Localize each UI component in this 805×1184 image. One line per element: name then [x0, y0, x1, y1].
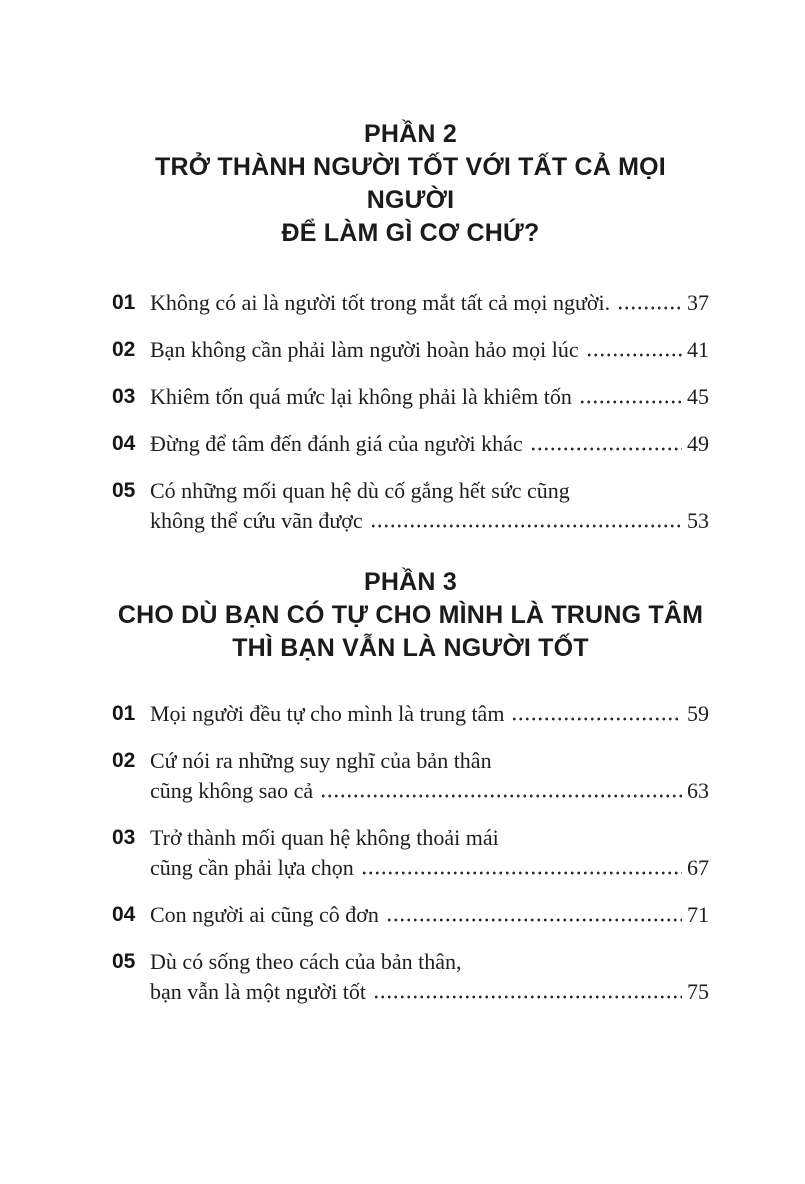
entry-page: 67	[687, 855, 709, 880]
part-title	[112, 151, 709, 250]
entry-number: 03	[112, 385, 136, 408]
toc-entry	[112, 746, 709, 806]
toc-entry	[112, 382, 709, 412]
toc-entry	[112, 335, 709, 365]
entry-first-line: Trở thành mối quan hệ không thoải mái	[150, 825, 499, 850]
entry-list	[112, 699, 709, 1007]
dot-leader	[579, 400, 682, 404]
entry-number: 05	[112, 950, 136, 973]
entry-last-line	[150, 335, 709, 365]
part-title-line: ĐỂ LÀM GÌ CƠ CHỨ?	[281, 219, 540, 247]
entry-body	[150, 429, 709, 459]
entry-body	[150, 699, 709, 729]
entry-last-line	[150, 506, 709, 536]
entry-last-line	[150, 853, 709, 883]
dot-leader	[530, 447, 682, 451]
entry-body	[150, 900, 709, 930]
entry-number: 04	[112, 432, 136, 455]
dot-leader	[370, 524, 682, 528]
toc-entry	[112, 947, 709, 1007]
toc-section	[112, 566, 709, 1007]
entry-text: Mọi người đều tự cho mình là trung tâm	[150, 701, 505, 726]
entry-page: 59	[687, 701, 709, 726]
toc-entry	[112, 288, 709, 318]
dot-leader	[617, 306, 682, 310]
part-title-line: TRỞ THÀNH NGƯỜI TỐT VỚI TẤT CẢ MỌI NGƯỜI	[155, 153, 666, 214]
entry-last-line	[150, 382, 709, 412]
entry-text: không thể cứu vãn được	[150, 508, 363, 533]
entry-number: 02	[112, 338, 136, 361]
part-title	[112, 599, 709, 665]
entry-first-line: Dù có sống theo cách của bản thân,	[150, 949, 462, 974]
entry-first-line: Có những mối quan hệ dù cố gắng hết sức cũng	[150, 478, 570, 503]
part-header	[112, 566, 709, 665]
entry-number: 05	[112, 479, 136, 502]
entry-text: Không có ai là người tốt trong mắt tất cả mọi người.	[150, 290, 611, 315]
entry-page: 53	[687, 508, 709, 533]
entry-number: 02	[112, 749, 136, 772]
entry-text: Bạn không cần phải làm người hoàn hảo mọi lúc	[150, 337, 579, 362]
toc-entry	[112, 900, 709, 930]
entry-last-line	[150, 977, 709, 1007]
entry-body	[150, 476, 709, 536]
toc-entry	[112, 699, 709, 729]
dot-leader	[320, 794, 682, 798]
entry-body	[150, 823, 709, 883]
entry-number: 01	[112, 702, 136, 725]
part-header	[112, 118, 709, 250]
part-label: PHẦN 3	[364, 568, 457, 596]
entry-last-line	[150, 776, 709, 806]
entry-body	[150, 746, 709, 806]
entry-number: 03	[112, 826, 136, 849]
dot-leader	[386, 918, 682, 922]
dot-leader	[511, 717, 682, 721]
entry-text: Đừng để tâm đến đánh giá của người khác	[150, 431, 523, 456]
entry-page: 41	[687, 337, 709, 362]
entry-text: Con người ai cũng cô đơn	[150, 902, 379, 927]
part-title-line: CHO DÙ BẠN CÓ TỰ CHO MÌNH LÀ TRUNG TÂM	[117, 601, 704, 629]
part-title-line: THÌ BẠN VẪN LÀ NGƯỜI TỐT	[232, 634, 589, 662]
entry-last-line	[150, 288, 709, 318]
entry-text: bạn vẫn là một người tốt	[150, 979, 367, 1004]
entry-last-line	[150, 900, 709, 930]
dot-leader	[586, 353, 682, 357]
entry-body	[150, 335, 709, 365]
entry-number: 04	[112, 903, 136, 926]
entry-first-line: Cứ nói ra những suy nghĩ của bản thân	[150, 748, 492, 773]
entry-page: 71	[687, 902, 709, 927]
entry-number: 01	[112, 291, 136, 314]
toc-entry	[112, 476, 709, 536]
entry-text: cũng cần phải lựa chọn	[150, 855, 354, 880]
entry-body	[150, 947, 709, 1007]
entry-last-line	[150, 429, 709, 459]
dot-leader	[373, 995, 682, 999]
entry-body	[150, 288, 709, 318]
entry-page: 63	[687, 778, 709, 803]
part-label: PHẦN 2	[364, 120, 457, 148]
entry-list	[112, 288, 709, 536]
toc-entry	[112, 823, 709, 883]
entry-body	[150, 382, 709, 412]
entry-last-line	[150, 699, 709, 729]
entry-text: cũng không sao cả	[150, 778, 314, 803]
entry-page: 37	[687, 290, 709, 315]
entry-page: 75	[687, 979, 709, 1004]
entry-page: 45	[687, 384, 709, 409]
dot-leader	[361, 871, 682, 875]
toc-entry	[112, 429, 709, 459]
entry-text: Khiêm tốn quá mức lại không phải là khiêm tốn	[150, 384, 572, 409]
toc-section	[112, 118, 709, 536]
entry-page: 49	[687, 431, 709, 456]
